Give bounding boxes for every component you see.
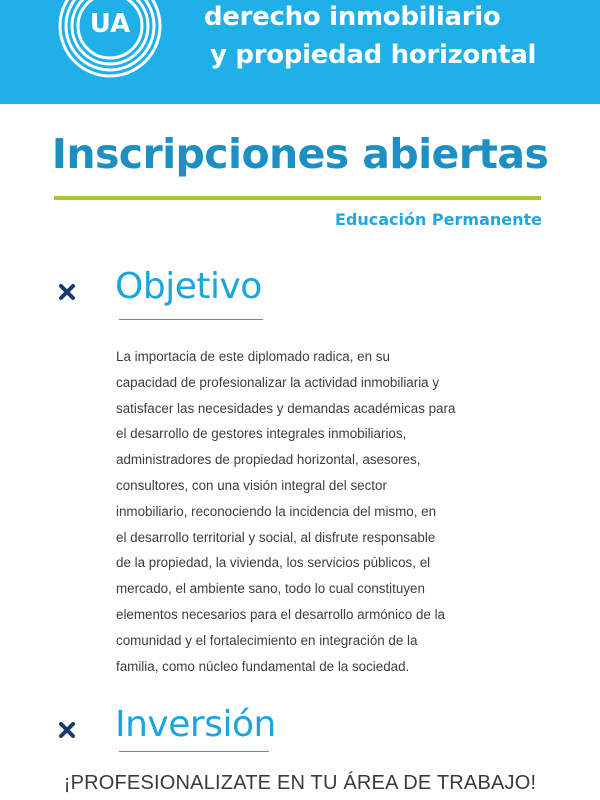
header-banner bbox=[0, 0, 600, 104]
ua-logo bbox=[58, 0, 162, 78]
section-heading-objetivo: Objetivo bbox=[115, 266, 262, 307]
body-line: La importacia de este diplomado radica, en su bbox=[116, 349, 390, 364]
body-line: mercado, el ambiente sano, todo lo cual constituyen bbox=[116, 581, 425, 597]
close-icon bbox=[57, 282, 77, 302]
logo-text: UA bbox=[89, 9, 131, 39]
title-divider bbox=[54, 196, 541, 200]
section-heading-inversion: Inversión bbox=[115, 704, 276, 745]
section-underline-inversion bbox=[119, 751, 269, 752]
footer-tagline: ¡PROFESIONALIZATE EN TU ÁREA DE TRABAJO! bbox=[63, 772, 537, 794]
body-line: administradores de propiedad horizontal, asesores, bbox=[116, 452, 421, 468]
objetivo-body bbox=[116, 344, 486, 679]
body-line: el desarrollo de gestores integrales inmobiliarios, bbox=[116, 426, 407, 442]
body-line: el desarrollo territorial y social, al disfrute responsable bbox=[116, 529, 436, 545]
header-title-line-1: derecho inmobiliario bbox=[204, 2, 501, 32]
subtitle: Educación Permanente bbox=[334, 210, 542, 229]
body-line: comunidad y el fortalecimiento en integración de la bbox=[116, 632, 418, 648]
body-line: de la propiedad, la vivienda, los servicios públicos, el bbox=[116, 555, 431, 571]
body-line: inmobiliario, reconociendo la incidencia del mismo, en bbox=[116, 503, 437, 519]
body-line: elementos necesarios para el desarrollo armónico de la bbox=[116, 606, 445, 622]
header-title-line-2: y propiedad horizontal bbox=[210, 40, 537, 70]
close-icon bbox=[57, 720, 77, 740]
body-line: consultores, con una visión integral del sector bbox=[116, 477, 387, 493]
body-line: familia, como núcleo fundamental de la sociedad. bbox=[116, 658, 410, 674]
section-underline-objetivo bbox=[119, 319, 263, 320]
body-line: capacidad de profesionalizar la actividad inmobiliaria y bbox=[116, 374, 440, 390]
page-title: Inscripciones abiertas bbox=[51, 130, 549, 178]
body-line: satisfacer las necesidades y demandas académicas para bbox=[116, 400, 456, 416]
